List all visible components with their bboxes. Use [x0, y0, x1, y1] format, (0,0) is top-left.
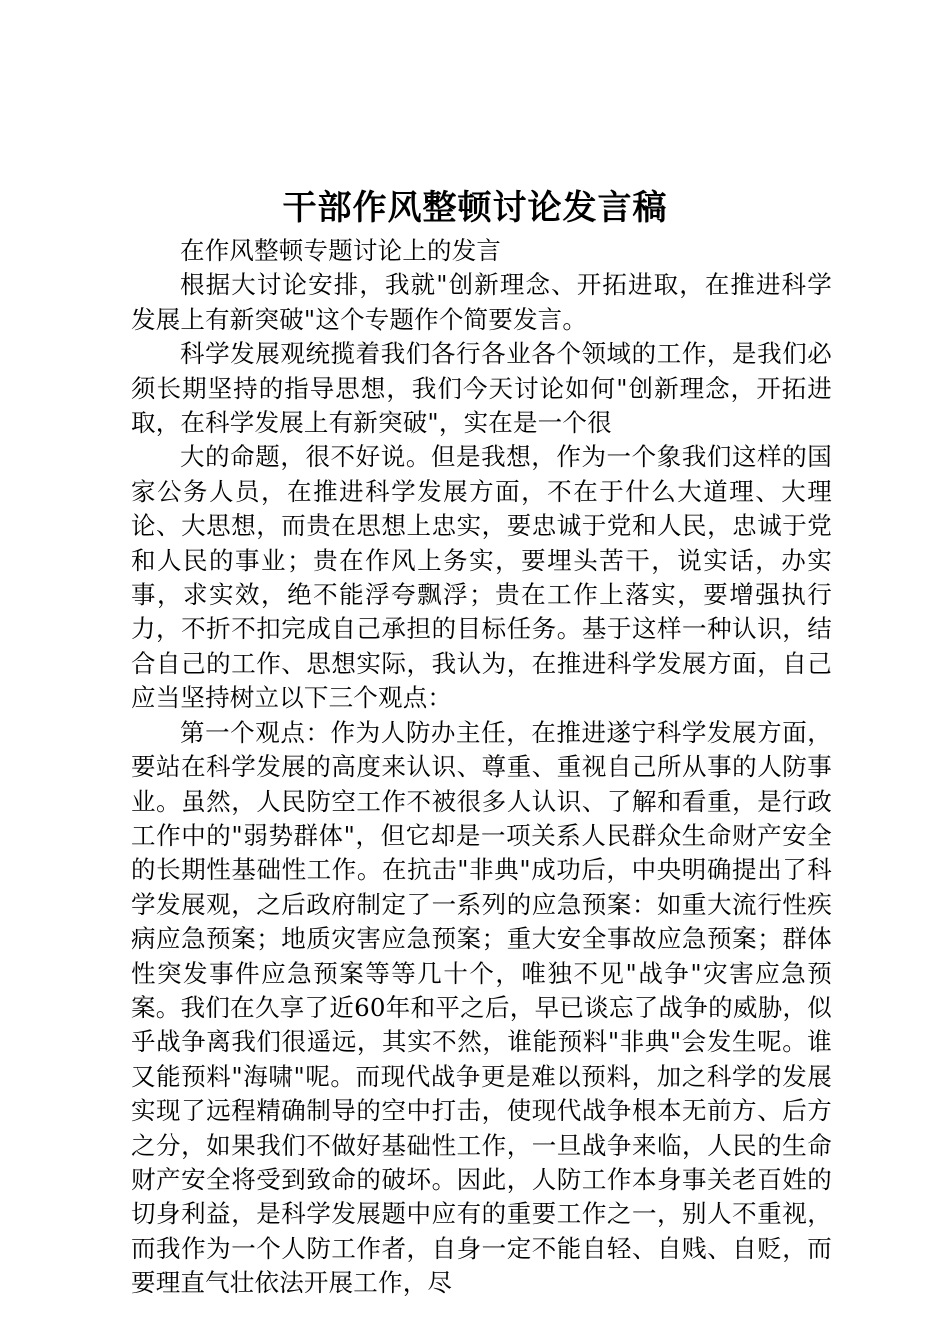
document-body [131, 234, 832, 1301]
paragraph-first-viewpoint: 第一个观点：作为人防办主任，在推进遂宁科学发展方面，要站在科学发展的高度来认识、尊重、重视自己所从事的人防事业。虽然，人民防空工作不被很多人认识、了解和看重，是行政工作中的"弱势群体"，但它却是一项关系人民群众生命财产安全的长期性基础性工作。在抗击"非典"成功后，中央明确提出了科学发展观，之后政府制定了一系列的应急预案：如重大流行性疾病应急预案；地质灾害应急预案；重大安全事故应急预案；群体性突发事件应急预案等等几十个，唯独不见"战争"灾害应急预案。我们在久享了近60年和平之后，早已谈忘了战争的威胁，似乎战争离我们很遥远，其实不然，谁能预料"非典"会发生呢。谁又能预料"海啸"呢。而现代战争更是难以预料，加之科学的发展实现了远程精确制导的空中打击，使现代战争根本无前方、后方之分，如果我们不做好基础性工作，一旦战争来临，人民的生命财产安全将受到致命的破坏。因此，人防工作本身事关老百姓的切身利益，是科学发展题中应有的重要工作之一，别人不重视，而我作为一个人防工作者，自身一定不能自轻、自贱、自贬，而要理直气壮依法开展工作，尽 [131, 717, 832, 1298]
paragraph-intro: 根据大讨论安排，我就"创新理念、开拓进取，在推进科学发展上有新突破"这个专题作个简要发言。 [131, 270, 832, 334]
paragraph-scientific-outlook: 科学发展观统揽着我们各行各业各个领域的工作，是我们必须长期坚持的指导思想，我们今天讨论如何"创新理念，开拓进取，在科学发展上有新突破"，实在是一个很 [131, 339, 832, 438]
paragraph-big-topic: 大的命题，很不好说。但是我想，作为一个象我们这样的国家公务人员，在推进科学发展方面，不在于什么大道理、大理论、大思想，而贵在思想上忠实，要忠诚于党和人民，忠诚于党和人民的事业；贵在作风上务实，要埋头苦干，说实话，办实事，求实效，绝不能浮夸飘浮；贵在工作上落实，要增强执行力，不折不扣完成自己承担的目标任务。基于这样一种认识，结合自己的工作、思想实际，我认为，在推进科学发展方面，自己应当坚持树立以下三个观点： [131, 442, 832, 713]
document-title: 干部作风整顿讨论发言稿 [282, 188, 668, 228]
paragraph-subtitle: 在作风整顿专题讨论上的发言 [180, 236, 502, 265]
